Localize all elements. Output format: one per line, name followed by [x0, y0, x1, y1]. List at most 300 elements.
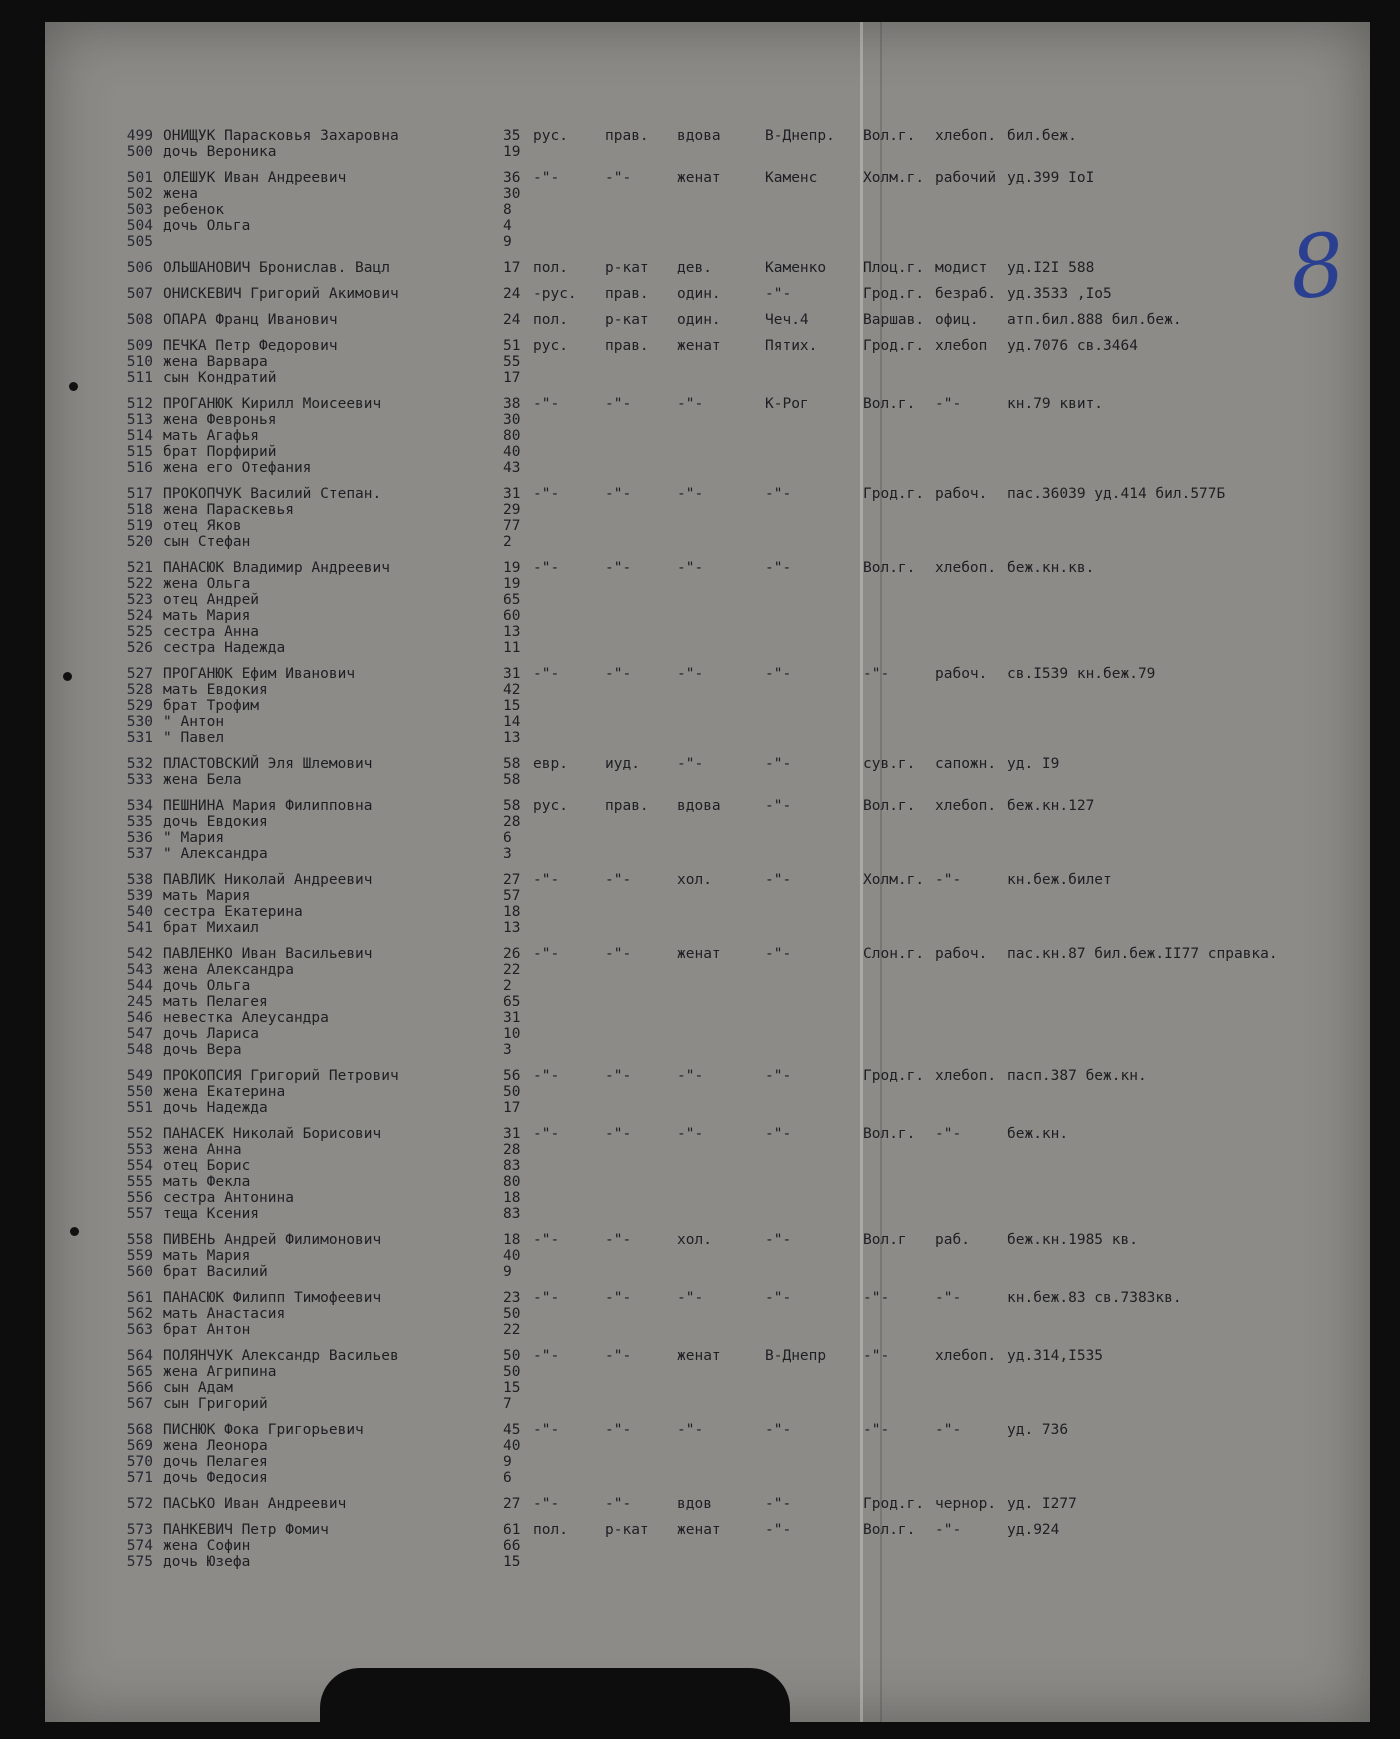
origin — [765, 1206, 863, 1222]
age: 50 — [503, 1306, 521, 1322]
register-body — [105, 128, 1278, 1570]
origin: -"- — [765, 1232, 792, 1248]
origin — [765, 354, 863, 370]
register-row — [105, 656, 1278, 682]
age: 80 — [503, 428, 521, 444]
district — [863, 904, 935, 920]
occupation — [935, 978, 1007, 994]
row-number: 503 — [126, 202, 153, 218]
row-number: 550 — [126, 1084, 153, 1100]
register-row — [105, 592, 1278, 608]
row-number: 557 — [126, 1206, 153, 1222]
district: сув.г. — [863, 756, 916, 772]
religion — [605, 1454, 677, 1470]
person-name: ПРОГАНЮК Ефим Иванович — [163, 666, 356, 682]
religion — [605, 534, 677, 550]
person-name: дочь Ольга — [163, 978, 251, 994]
occupation — [935, 846, 1007, 862]
religion — [605, 978, 677, 994]
person-name: дочь Лариса — [163, 1026, 260, 1042]
district — [863, 714, 935, 730]
religion — [605, 592, 677, 608]
nationality — [533, 1206, 605, 1222]
district — [863, 814, 935, 830]
register-row — [105, 936, 1278, 962]
document — [1007, 1438, 1278, 1454]
district — [863, 830, 935, 846]
age: 13 — [503, 624, 521, 640]
district — [863, 920, 935, 936]
district — [863, 1026, 935, 1042]
nationality: -"- — [533, 1496, 560, 1512]
nationality — [533, 994, 605, 1010]
district — [863, 460, 935, 476]
religion: -"- — [605, 1422, 632, 1438]
age: 4 — [503, 218, 512, 234]
marital-status: -"- — [677, 486, 704, 502]
document: уд.7076 св.3464 — [1007, 338, 1138, 354]
row-number: 566 — [126, 1380, 153, 1396]
occupation — [935, 714, 1007, 730]
district: Грод.г. — [863, 286, 925, 302]
document: уд.924 — [1007, 1522, 1060, 1538]
occupation — [935, 904, 1007, 920]
document — [1007, 502, 1278, 518]
nationality — [533, 1010, 605, 1026]
occupation: хлебоп. — [935, 1348, 997, 1364]
document — [1007, 994, 1278, 1010]
occupation — [935, 502, 1007, 518]
age: 24 — [503, 286, 521, 302]
religion — [605, 1010, 677, 1026]
origin — [765, 1438, 863, 1454]
origin: Каменко — [765, 260, 827, 276]
row-number: 500 — [126, 144, 153, 160]
origin — [765, 218, 863, 234]
religion — [605, 624, 677, 640]
age: 61 — [503, 1522, 521, 1538]
age: 11 — [503, 640, 521, 656]
district: Холм.г. — [863, 170, 925, 186]
nationality: -"- — [533, 666, 560, 682]
register-row — [105, 1206, 1278, 1222]
age: 50 — [503, 1084, 521, 1100]
person-name: ОНИСКЕВИЧ Григорий Акимович — [163, 286, 399, 302]
row-number: 502 — [126, 186, 153, 202]
district — [863, 1190, 935, 1206]
row-number: 537 — [126, 846, 153, 862]
religion: -"- — [605, 666, 632, 682]
district — [863, 1364, 935, 1380]
age: 19 — [503, 144, 521, 160]
district: Вол.г. — [863, 128, 916, 144]
age: 15 — [503, 1554, 521, 1570]
district — [863, 1084, 935, 1100]
origin — [765, 1554, 863, 1570]
nationality — [533, 1248, 605, 1264]
district: Грод.г. — [863, 338, 925, 354]
marital-status: женат — [677, 1522, 721, 1538]
register-row — [105, 428, 1278, 444]
origin: К-Рог — [765, 396, 809, 412]
district — [863, 234, 935, 250]
nationality — [533, 1438, 605, 1454]
district — [863, 354, 935, 370]
nationality: пол. — [533, 260, 568, 276]
district: Вол.г. — [863, 798, 916, 814]
age: 9 — [503, 1264, 512, 1280]
age: 14 — [503, 714, 521, 730]
origin — [765, 1042, 863, 1058]
occupation: рабоч. — [935, 946, 988, 962]
person-name: дочь Вера — [163, 1042, 242, 1058]
occupation — [935, 1380, 1007, 1396]
religion: -"- — [605, 872, 632, 888]
person-name: жена Леонора — [163, 1438, 268, 1454]
nationality — [533, 1042, 605, 1058]
origin — [765, 444, 863, 460]
marital-status — [677, 962, 765, 978]
religion — [605, 502, 677, 518]
age: 50 — [503, 1364, 521, 1380]
register-row — [105, 250, 1278, 276]
person-name: ПИСНЮК Фока Григорьевич — [163, 1422, 364, 1438]
nationality — [533, 502, 605, 518]
document: кн.беж.83 св.7383кв. — [1007, 1290, 1182, 1306]
person-name — [163, 234, 503, 250]
religion — [605, 1084, 677, 1100]
age: 60 — [503, 608, 521, 624]
marital-status — [677, 1554, 765, 1570]
document: беж.кн. — [1007, 1126, 1069, 1142]
marital-status: хол. — [677, 1232, 712, 1248]
register-row — [105, 128, 1278, 144]
occupation: рабочий — [935, 170, 997, 186]
row-number: 499 — [126, 128, 153, 144]
row-number: 551 — [126, 1100, 153, 1116]
register-row — [105, 1364, 1278, 1380]
religion — [605, 1206, 677, 1222]
row-number: 544 — [126, 978, 153, 994]
occupation — [935, 920, 1007, 936]
religion — [605, 1174, 677, 1190]
nationality: пол. — [533, 1522, 568, 1538]
row-number: 554 — [126, 1158, 153, 1174]
person-name: сын Адам — [163, 1380, 233, 1396]
document — [1007, 576, 1278, 592]
register-row — [105, 218, 1278, 234]
age: 13 — [503, 920, 521, 936]
document — [1007, 1380, 1278, 1396]
row-number: 546 — [126, 1010, 153, 1026]
person-name: ПАНКЕВИЧ Петр Фомич — [163, 1522, 329, 1538]
origin — [765, 962, 863, 978]
document — [1007, 234, 1278, 250]
district — [863, 698, 935, 714]
religion — [605, 460, 677, 476]
occupation: -"- — [935, 872, 962, 888]
person-name: ПРОКОПСИЯ Григорий Петрович — [163, 1068, 399, 1084]
marital-status — [677, 994, 765, 1010]
age: 31 — [503, 666, 521, 682]
nationality: рус. — [533, 798, 568, 814]
person-name: дочь Пелагея — [163, 1454, 268, 1470]
document — [1007, 202, 1278, 218]
person-name: дочь Федосия — [163, 1470, 268, 1486]
marital-status — [677, 576, 765, 592]
row-number: 526 — [126, 640, 153, 656]
marital-status — [677, 1142, 765, 1158]
nationality — [533, 698, 605, 714]
origin: -"- — [765, 872, 792, 888]
person-name: дочь Ольга — [163, 218, 251, 234]
nationality — [533, 1380, 605, 1396]
person-name: жена Александра — [163, 962, 294, 978]
nationality: -"- — [533, 1232, 560, 1248]
register-row — [105, 1306, 1278, 1322]
occupation: хлебоп. — [935, 560, 997, 576]
row-number: 535 — [126, 814, 153, 830]
age: 18 — [503, 1190, 521, 1206]
register-row — [105, 1042, 1278, 1058]
age: 30 — [503, 412, 521, 428]
district — [863, 144, 935, 160]
person-name: брат Порфирий — [163, 444, 277, 460]
person-name: мать Мария — [163, 608, 251, 624]
origin: -"- — [765, 756, 792, 772]
marital-status — [677, 1084, 765, 1100]
marital-status — [677, 1100, 765, 1116]
nationality — [533, 576, 605, 592]
age: 27 — [503, 872, 521, 888]
register-row — [105, 144, 1278, 160]
origin — [765, 592, 863, 608]
document — [1007, 1396, 1278, 1412]
occupation — [935, 1364, 1007, 1380]
origin — [765, 1396, 863, 1412]
register-row — [105, 1396, 1278, 1412]
row-number: 538 — [126, 872, 153, 888]
origin: -"- — [765, 286, 792, 302]
nationality — [533, 1554, 605, 1570]
person-name: мать Мария — [163, 888, 251, 904]
marital-status — [677, 534, 765, 550]
register-row — [105, 862, 1278, 888]
person-name: " Антон — [163, 714, 225, 730]
register-row — [105, 1158, 1278, 1174]
row-number: 508 — [126, 312, 153, 328]
district — [863, 218, 935, 234]
person-name: жена Февронья — [163, 412, 277, 428]
age: 15 — [503, 698, 521, 714]
register-row — [105, 920, 1278, 936]
person-name: отец Андрей — [163, 592, 260, 608]
occupation: рабоч. — [935, 666, 988, 682]
row-number: 553 — [126, 1142, 153, 1158]
marital-status: -"- — [677, 756, 704, 772]
religion: -"- — [605, 396, 632, 412]
age: 6 — [503, 1470, 512, 1486]
marital-status — [677, 1010, 765, 1026]
age: 28 — [503, 814, 521, 830]
register-row — [105, 1174, 1278, 1190]
age: 30 — [503, 186, 521, 202]
person-name: дочь Юзефа — [163, 1554, 251, 1570]
occupation — [935, 624, 1007, 640]
marital-status — [677, 888, 765, 904]
document — [1007, 1248, 1278, 1264]
marital-status — [677, 904, 765, 920]
nationality: пол. — [533, 312, 568, 328]
age: 45 — [503, 1422, 521, 1438]
register-row — [105, 1248, 1278, 1264]
origin — [765, 202, 863, 218]
marital-status — [677, 920, 765, 936]
religion: прав. — [605, 338, 649, 354]
register-row — [105, 788, 1278, 814]
row-number: 555 — [126, 1174, 153, 1190]
register-row — [105, 714, 1278, 730]
document — [1007, 1174, 1278, 1190]
origin — [765, 370, 863, 386]
row-number: 570 — [126, 1454, 153, 1470]
origin — [765, 576, 863, 592]
person-name: мать Пелагея — [163, 994, 268, 1010]
nationality — [533, 640, 605, 656]
nationality — [533, 730, 605, 746]
document — [1007, 698, 1278, 714]
nationality: -"- — [533, 486, 560, 502]
occupation — [935, 1042, 1007, 1058]
origin — [765, 994, 863, 1010]
religion — [605, 608, 677, 624]
age: 22 — [503, 1322, 521, 1338]
register-row — [105, 518, 1278, 534]
document — [1007, 592, 1278, 608]
religion — [605, 830, 677, 846]
religion — [605, 772, 677, 788]
occupation: хлебоп — [935, 338, 988, 354]
origin — [765, 624, 863, 640]
religion — [605, 962, 677, 978]
age: 40 — [503, 1248, 521, 1264]
age: 51 — [503, 338, 521, 354]
row-number: 531 — [126, 730, 153, 746]
punch-hole — [63, 672, 72, 681]
religion — [605, 354, 677, 370]
district — [863, 1396, 935, 1412]
document — [1007, 1010, 1278, 1026]
age: 9 — [503, 1454, 512, 1470]
origin — [765, 698, 863, 714]
occupation — [935, 202, 1007, 218]
row-number: 527 — [126, 666, 153, 682]
marital-status: женат — [677, 170, 721, 186]
origin — [765, 682, 863, 698]
age: 17 — [503, 1100, 521, 1116]
row-number: 536 — [126, 830, 153, 846]
occupation — [935, 1306, 1007, 1322]
religion: -"- — [605, 1126, 632, 1142]
register-row — [105, 412, 1278, 428]
age: 18 — [503, 1232, 521, 1248]
religion — [605, 576, 677, 592]
row-number: 511 — [126, 370, 153, 386]
occupation — [935, 576, 1007, 592]
register-row — [105, 1554, 1278, 1570]
row-number: 561 — [126, 1290, 153, 1306]
document — [1007, 354, 1278, 370]
occupation — [935, 1396, 1007, 1412]
document — [1007, 444, 1278, 460]
origin — [765, 1174, 863, 1190]
marital-status — [677, 714, 765, 730]
occupation — [935, 1100, 1007, 1116]
occupation: раб. — [935, 1232, 970, 1248]
district — [863, 592, 935, 608]
nationality — [533, 412, 605, 428]
document — [1007, 682, 1278, 698]
document — [1007, 186, 1278, 202]
person-name: жена Анна — [163, 1142, 242, 1158]
register-row — [105, 994, 1278, 1010]
occupation — [935, 682, 1007, 698]
marital-status — [677, 1248, 765, 1264]
age: 40 — [503, 1438, 521, 1454]
religion: -"- — [605, 170, 632, 186]
nationality: -"- — [533, 1422, 560, 1438]
origin — [765, 1538, 863, 1554]
marital-status: -"- — [677, 1422, 704, 1438]
row-number: 539 — [126, 888, 153, 904]
occupation — [935, 608, 1007, 624]
row-number: 523 — [126, 592, 153, 608]
religion — [605, 640, 677, 656]
document — [1007, 1100, 1278, 1116]
religion: прав. — [605, 286, 649, 302]
religion — [605, 444, 677, 460]
row-number: 516 — [126, 460, 153, 476]
row-number: 512 — [126, 396, 153, 412]
marital-status: вдов — [677, 1496, 712, 1512]
register-row — [105, 746, 1278, 772]
religion — [605, 1248, 677, 1264]
religion — [605, 1142, 677, 1158]
nationality — [533, 202, 605, 218]
document: беж.кн.127 — [1007, 798, 1095, 814]
occupation — [935, 640, 1007, 656]
marital-status — [677, 730, 765, 746]
document — [1007, 1190, 1278, 1206]
document — [1007, 1538, 1278, 1554]
person-name: ПЛАСТОВСКИЙ Эля Шлемович — [163, 756, 373, 772]
document — [1007, 730, 1278, 746]
district — [863, 576, 935, 592]
nationality — [533, 1174, 605, 1190]
person-name: теща Ксения — [163, 1206, 260, 1222]
religion — [605, 1538, 677, 1554]
occupation: рабоч. — [935, 486, 988, 502]
origin — [765, 1470, 863, 1486]
marital-status — [677, 1380, 765, 1396]
age: 58 — [503, 798, 521, 814]
district — [863, 370, 935, 386]
marital-status: -"- — [677, 560, 704, 576]
marital-status — [677, 1396, 765, 1412]
age: 65 — [503, 994, 521, 1010]
marital-status — [677, 202, 765, 218]
district — [863, 846, 935, 862]
